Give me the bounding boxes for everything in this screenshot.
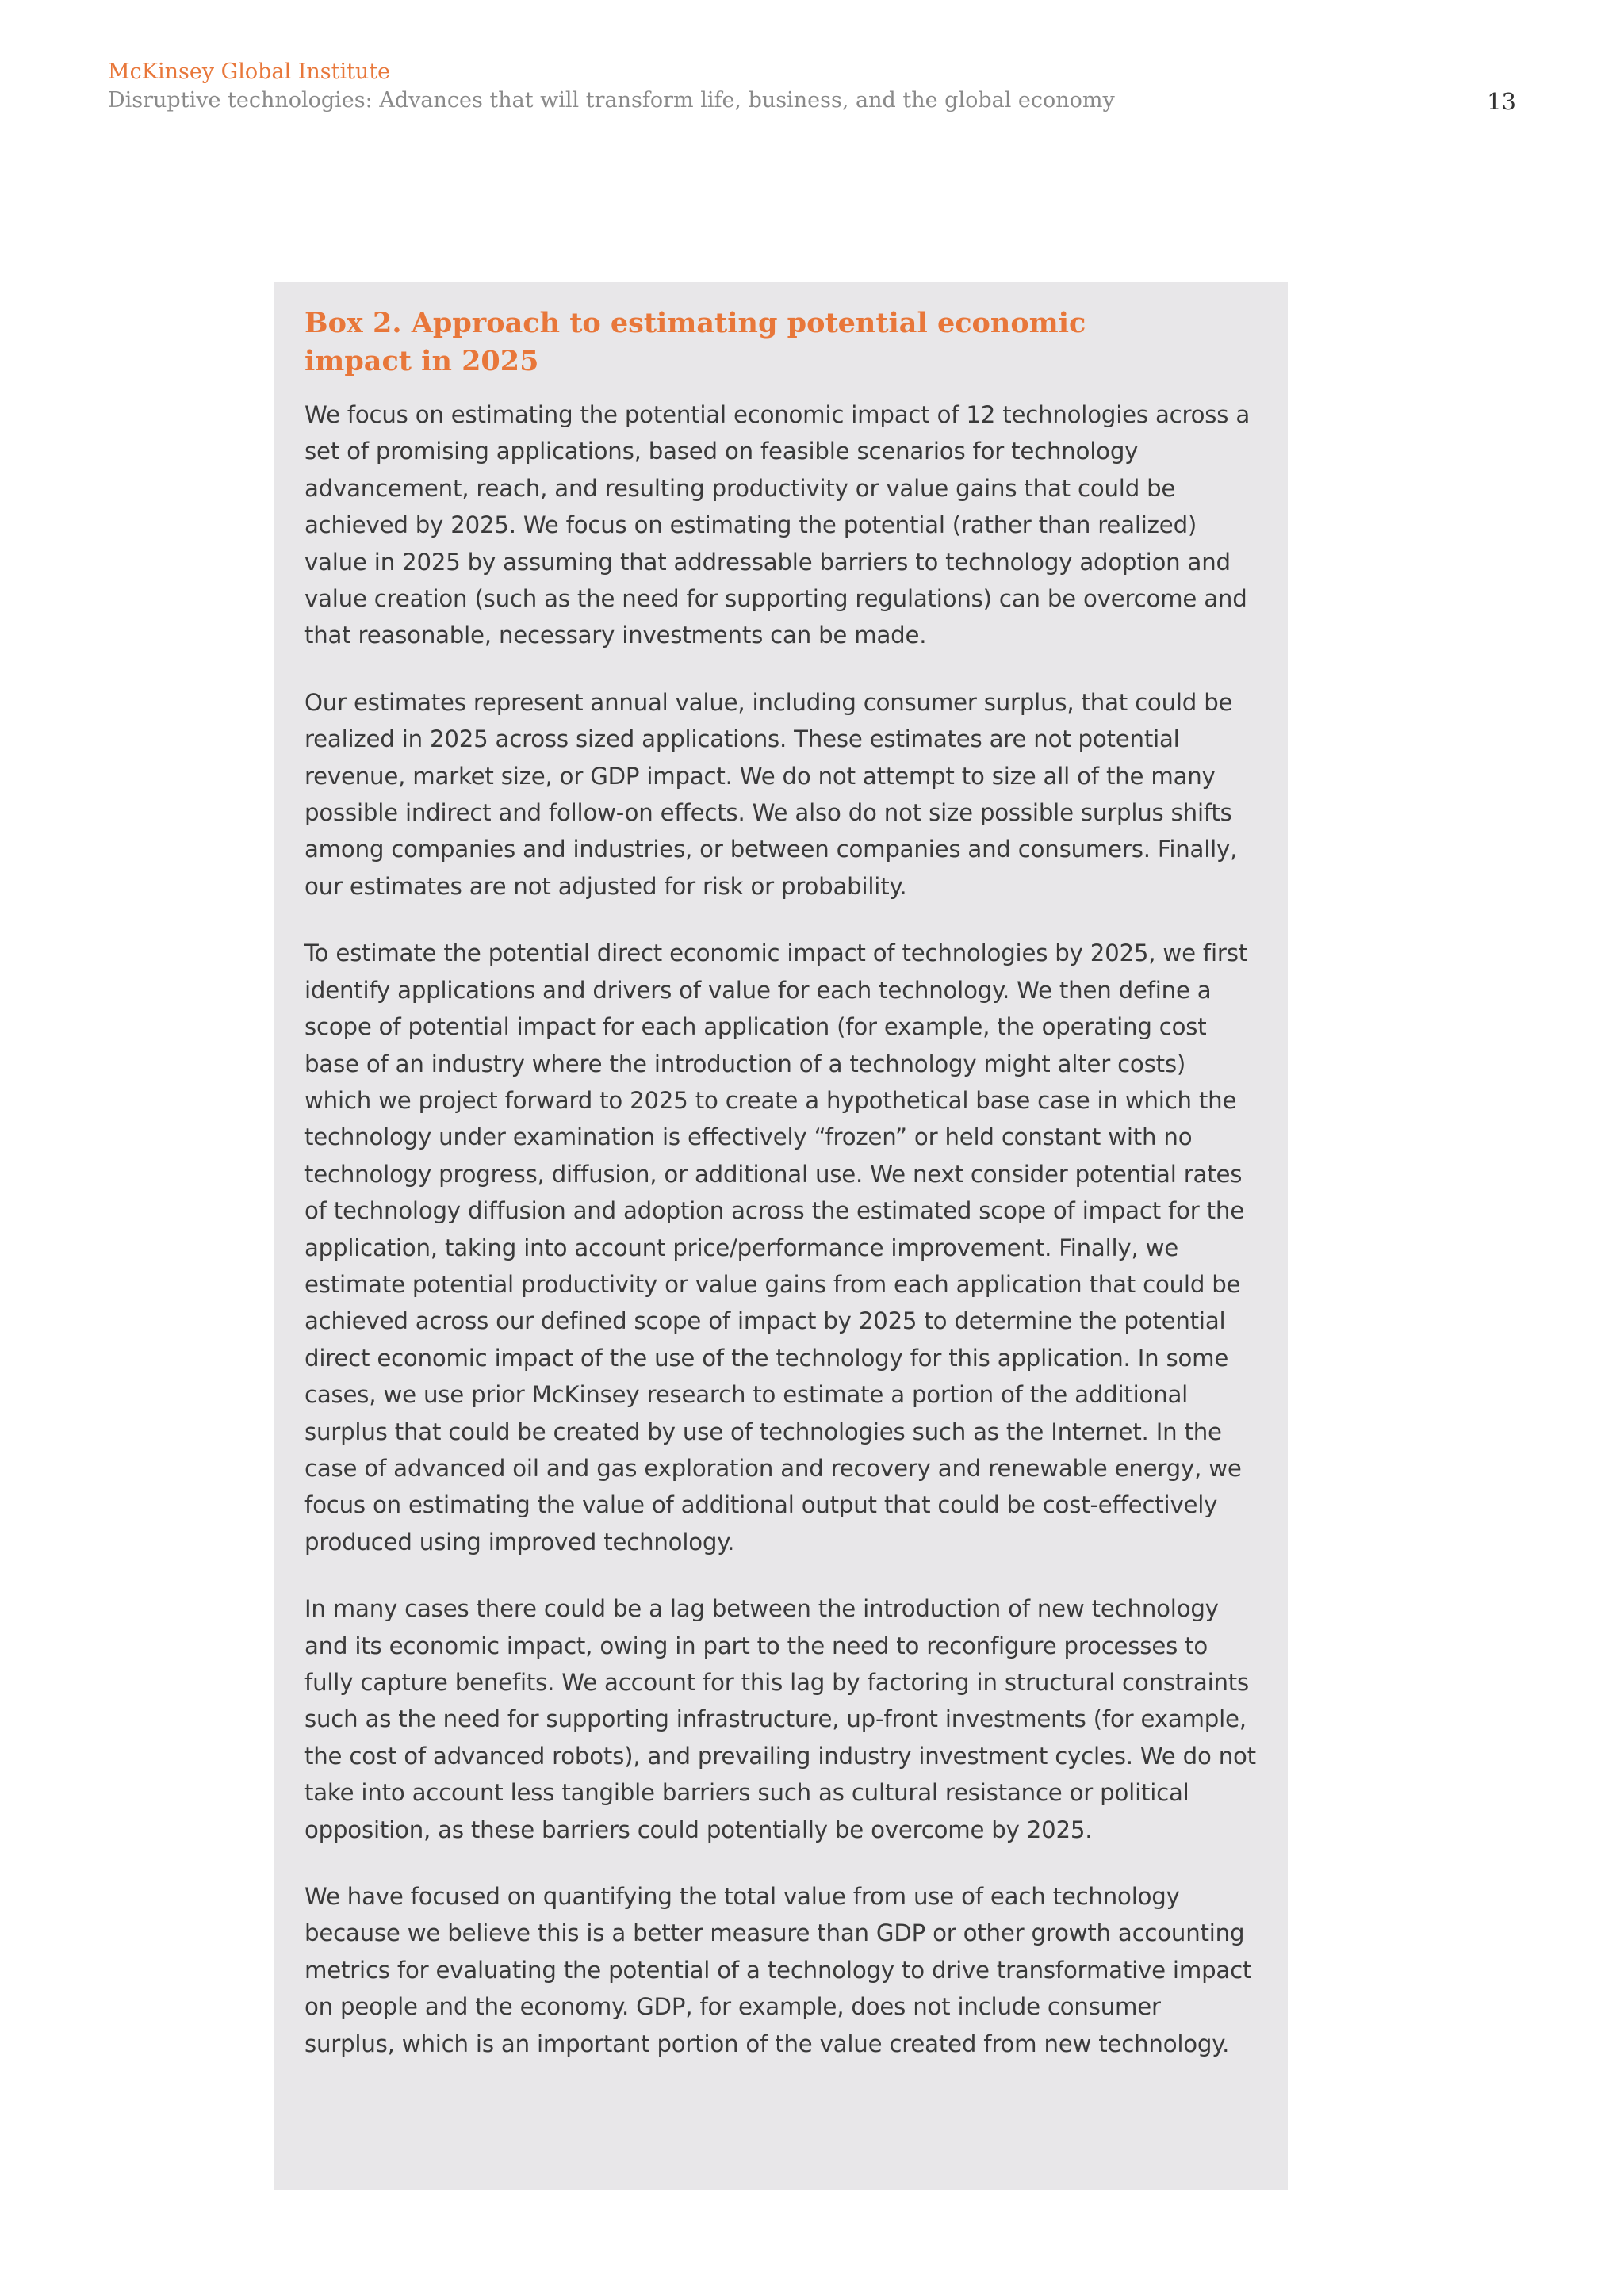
header-organization: McKinsey Global Institute: [108, 59, 391, 84]
info-box: [274, 282, 1288, 2190]
box-paragraph-5: We have focused on quantifying the total value from use of each technology because we believe this is a better measure than GDP or other growth accounting metrics for evaluating the potential of a technology to drive transformative impact on people and the economy. GDP, for example, does not include consumer surplus, which is an important portion of the value created from new technology.: [304, 1883, 1252, 2057]
header-publication-title: Disruptive technologies: Advances that will transform life, business, and the global economy: [108, 88, 1115, 113]
page-number: 13: [1487, 88, 1516, 115]
box-paragraph-3: To estimate the potential direct economic impact of technologies by 2025, we first identify applications and drivers of value for each technology. We then define a scope of potential impact for each application (for example, the operating cost base of an industry where the introduction of a technology might alter costs) which we project forward to 2025 to create a hypothetical base case in which the technology under examination is effectively “frozen” or held constant with no technology progress, diffusion, or additional use. We next consider potential rates of technology diffusion and adoption across the estimated scope of impact for the application, taking into account price/performance improvement. Finally, we estimate potential productivity or value gains from each application that could be achieved across our defined scope of impact by 2025 to determine the potential direct economic impact of the use of the technology for this application. In some cases, we use prior McKinsey research to estimate a portion of the additional surplus that could be created by use of technologies such as the Internet. In the case of advanced oil and gas exploration and recovery and renewable energy, we focus on estimating the value of additional output that could be cost-effectively produced using improved technology.: [304, 939, 1247, 1556]
box-paragraph-1: We focus on estimating the potential economic impact of 12 technologies across a set of promising applications, based on feasible scenarios for technology advancement, reach, and resulting productivity or value gains that could be achieved by 2025. We focus on estimating the potential (rather than realized) value in 2025 by assuming that addressable barriers to technology adoption and value creation (such as the need for supporting regulations) can be overcome and that reasonable, necessary investments can be made.: [304, 401, 1251, 649]
box-heading: Box 2. Approach to estimating potential economic impact in 2025: [304, 307, 1086, 377]
box-paragraph-4: In many cases there could be a lag between the introduction of new technology and its economic impact, owing in part to the need to reconfigure processes to fully capture benefits. We account for this lag by factoring in structural constraints such as the need for supporting infrastructure, up-front investments (for example, the cost of advanced robots), and prevailing industry investment cycles. We do not take into account less tangible barriers such as cultural resistance or political opposition, as these barriers could potentially be overcome by 2025.: [304, 1595, 1256, 1843]
box-paragraph-2: Our estimates represent annual value, including consumer surplus, that could be realized in 2025 across sized applications. These estimates are not potential revenue, market size, or GDP impact. We do not attempt to size all of the many possible indirect and follow-on effects. We also do not size possible surplus shifts among companies and industries, or between companies and consumers. Finally, our estimates are not adjusted for risk or probability.: [304, 688, 1238, 900]
